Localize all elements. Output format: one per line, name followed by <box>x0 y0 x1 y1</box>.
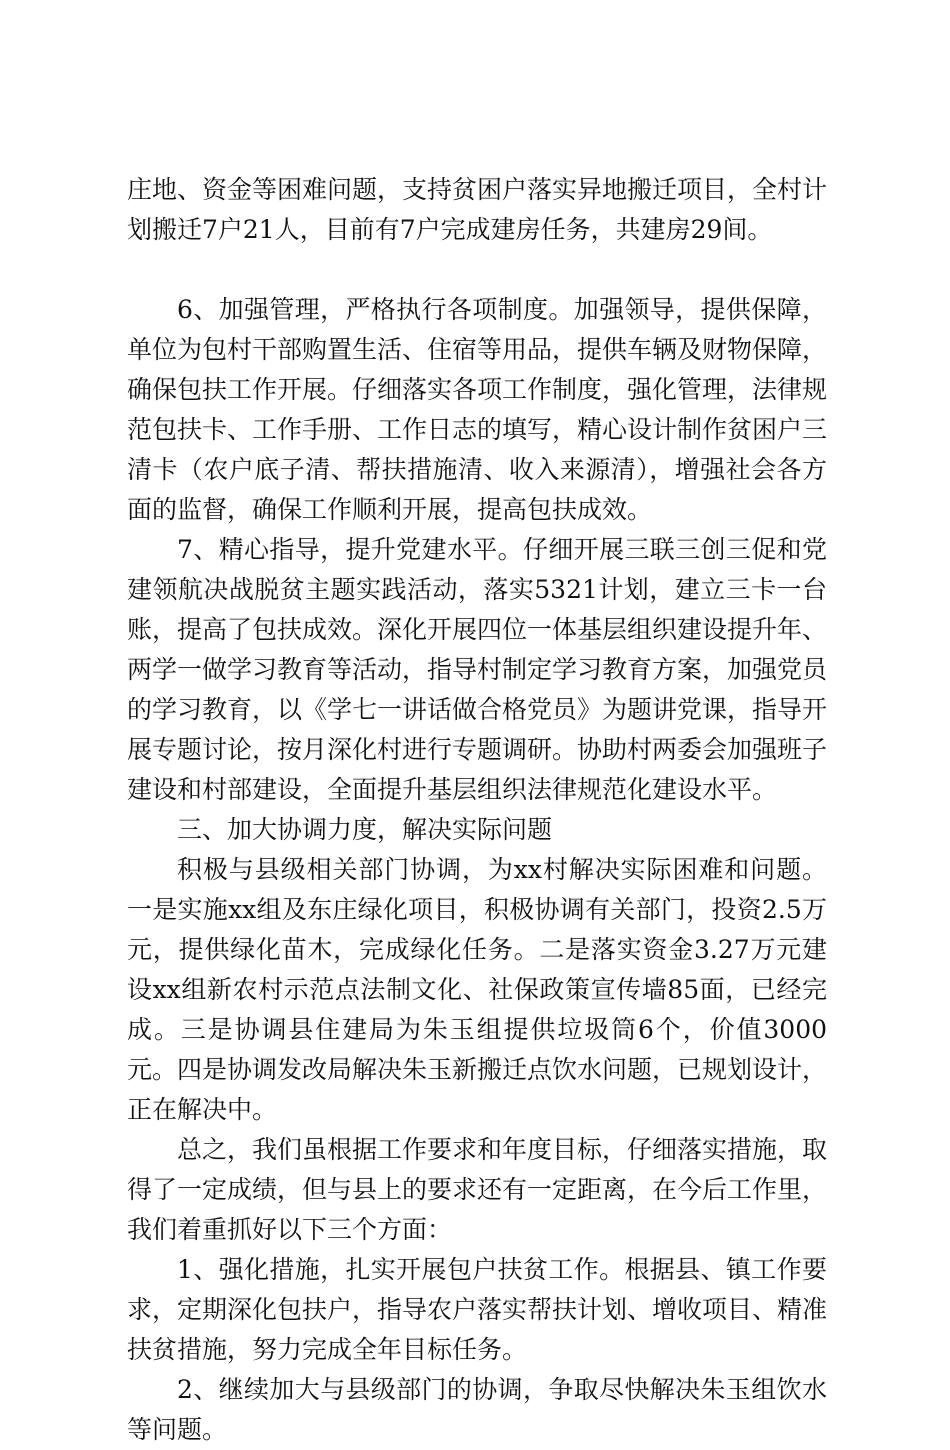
paragraph-plan-1: 1、强化措施，扎实开展包户扶贫工作。根据县、镇工作要求，定期深化包扶户，指导农户落实帮扶计划、增收项目、精准扶贫措施，努力完成全年目标任务。 <box>127 1255 828 1364</box>
paragraph-relocation: 庄地、资金等困难问题，支持贫困户落实异地搬迁项目，全村计划搬迁7户21人，目前有7户完成建房任务，共建房29间。 <box>127 175 828 244</box>
paragraph-coordination: 积极与县级相关部门协调，为xx村解决实际困难和问题。一是实施xx组及东庄绿化项目，积极协调有关部门，投资2.5万元，提供绿化苗木，完成绿化任务。二是落实资金3.27万元建设xx组新农村示范点法制文化、社保政策宣传墙85面，已经完成。三是协调县住建局为朱玉组提供垃圾筒6个，价值3000元。四是协调发改局解决朱玉新搬迁点饮水问题，已规划设计，正在解决中。 <box>127 855 828 1124</box>
paragraph-plan-2: 2、继续加大与县级部门的协调，争取尽快解决朱玉组饮水等问题。 <box>127 1375 827 1444</box>
paragraph-party-building: 7、精心指导，提升党建水平。仔细开展三联三创三促和党建领航决战脱贫主题实践活动，落实5321计划，建立三卡一台账，提高了包扶成效。深化开展四位一体基层组织建设提升年、两学一做学习教育等活动，指导村制定学习教育方案，加强党员的学习教育，以《学七一讲话做合格党员》为题讲党课，指导开展专题讨论，按月深化村进行专题调研。协助村两委会加强班子建设和村部建设，全面提升基层组织法律规范化建设水平。 <box>127 535 828 804</box>
document-body <box>127 170 827 1450</box>
section-heading-coordination: 三、加大协调力度，解决实际问题 <box>177 815 553 844</box>
paragraph-management: 6、加强管理，严格执行各项制度。加强领导，提供保障，单位为包村干部购置生活、住宿等用品，提供车辆及财物保障，确保包扶工作开展。仔细落实各项工作制度，强化管理，法律规范包扶卡、工作手册、工作日志的填写，精心设计制作贫困户三清卡（农户底子清、帮扶措施清、收入来源清），增强社会各方面的监督，确保工作顺利开展，提高包扶成效。 <box>127 295 828 524</box>
paragraph-summary: 总之，我们虽根据工作要求和年度目标，仔细落实措施，取得了一定成绩，但与县上的要求还有一定距离，在今后工作里，我们着重抓好以下三个方面： <box>127 1135 828 1244</box>
